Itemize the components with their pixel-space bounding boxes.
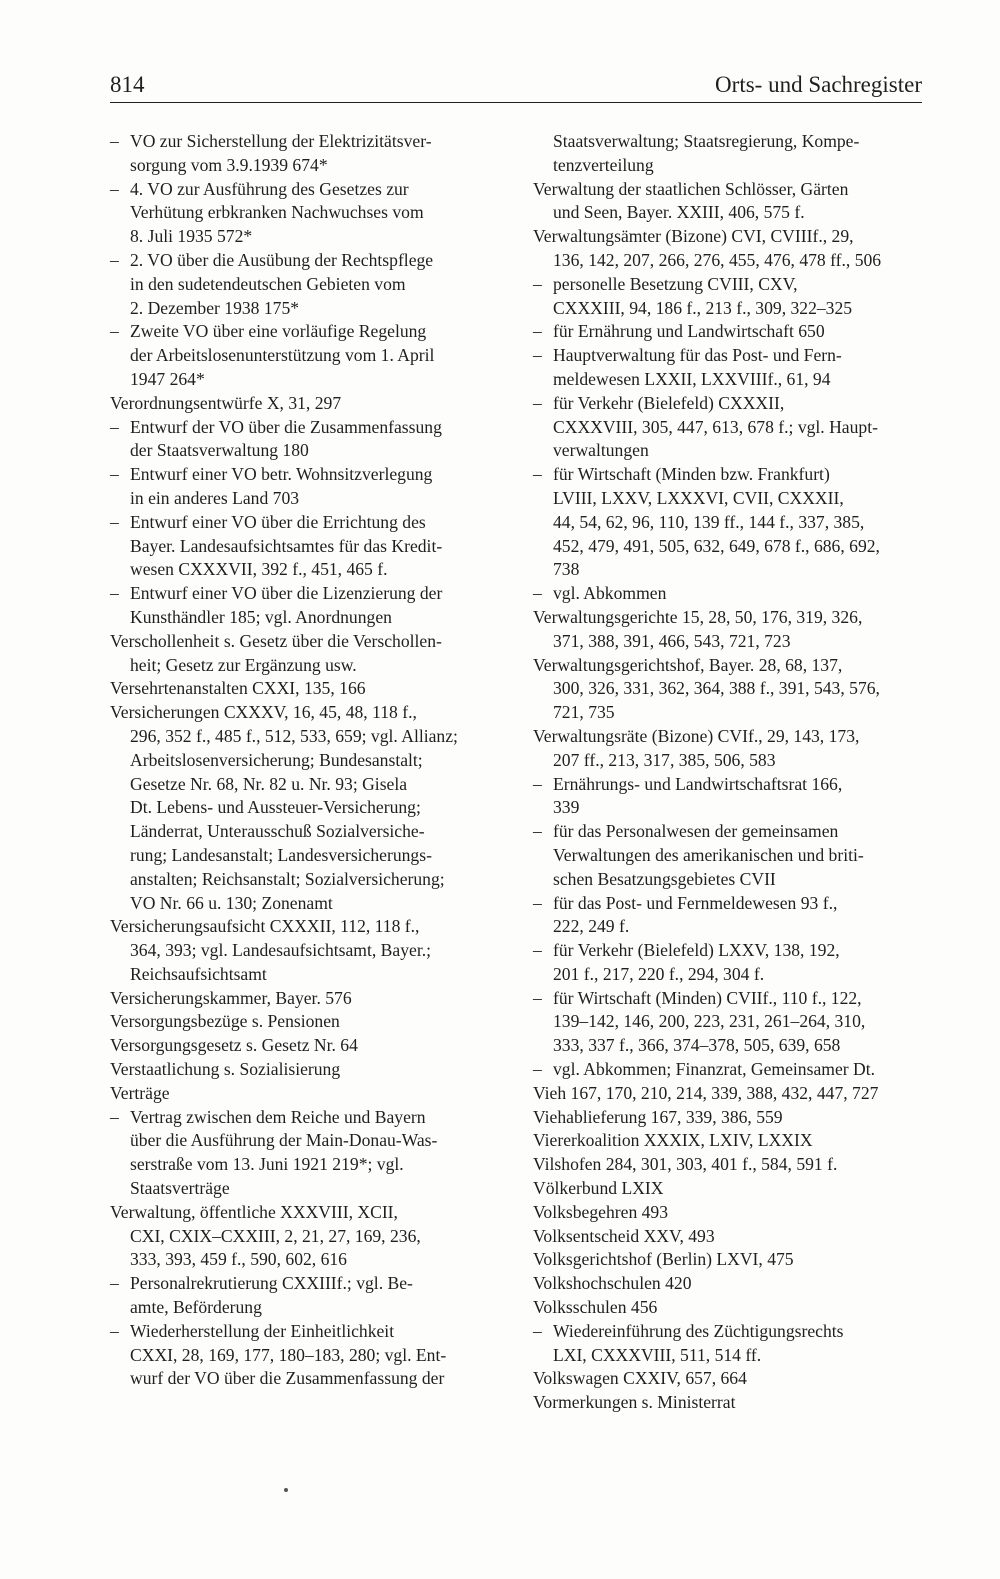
index-entry: Volksentscheid XXV, 493 bbox=[533, 1225, 715, 1246]
index-subentry bbox=[110, 463, 494, 511]
subentry-text: Hauptverwaltung für das Post- und Fern- meldewesen LXXII, LXXVIIIf., 61, 94 bbox=[553, 345, 842, 389]
subentry-text: für Wirtschaft (Minden) CVIIf., 110 f., 122, 139–142, 146, 200, 223, 231, 261–264, 310, 333, 337 f., 366, 374–378, 505, 639, 658 bbox=[553, 987, 866, 1056]
subentry-text: Entwurf einer VO betr. Wohnsitzverlegung in ein anderes Land 703 bbox=[130, 464, 433, 508]
subentry-text: Vertrag zwischen dem Reiche und Bayern über die Ausführung der Main-Donau-Was- serstraße vom 13. Juni 1921 219*; vgl. Staatsverträge bbox=[130, 1106, 438, 1199]
subentry-dash: – bbox=[533, 464, 542, 485]
index-entry: Viehablieferung 167, 339, 386, 559 bbox=[533, 1106, 783, 1127]
index-subentry bbox=[533, 1058, 925, 1082]
subentry-text: Entwurf einer VO über die Errichtung des Bayer. Landesaufsichtsamtes für das Kredit- wesen CXXXVII, 392 f., 451, 465 f. bbox=[130, 511, 443, 580]
index-entry: Versicherungskammer, Bayer. 576 bbox=[110, 987, 352, 1008]
index-subentry bbox=[533, 582, 925, 606]
index-subentry bbox=[110, 1320, 494, 1391]
index-subentry bbox=[533, 773, 925, 821]
index-entry: Verschollenheit s. Gesetz über die Verschollen- heit; Gesetz zur Ergänzung usw. bbox=[110, 630, 442, 675]
running-title: Orts- und Sachregister bbox=[715, 72, 922, 97]
subentry-text: 4. VO zur Ausführung des Gesetzes zur Verhütung erbkranken Nachwuchses vom 8. Juli 1935 572* bbox=[130, 178, 424, 247]
subentry-text: 2. VO über die Ausübung der Rechtspflege in den sudetendeutschen Gebieten vom 2. Dezember 1938 175* bbox=[130, 249, 434, 318]
subentry-dash: – bbox=[110, 1320, 119, 1341]
subentry-dash: – bbox=[533, 1059, 542, 1080]
subentry-text: für das Post- und Fernmeldewesen 93 f., 222, 249 f. bbox=[553, 892, 838, 937]
index-subentry bbox=[110, 1272, 494, 1320]
index-entry: Vilshofen 284, 301, 303, 401 f., 584, 591 f. bbox=[533, 1154, 838, 1175]
index-entry: Verordnungsentwürfe X, 31, 297 bbox=[110, 392, 342, 413]
subentry-text: für Verkehr (Bielefeld) CXXXII, CXXXVIII, 305, 447, 613, 678 f.; vgl. Haupt- verwaltungen bbox=[553, 392, 878, 461]
subentry-dash: – bbox=[110, 511, 119, 532]
index-entry: Vormerkungen s. Ministerrat bbox=[533, 1392, 736, 1413]
subentry-dash: – bbox=[533, 773, 542, 794]
subentry-text: für Wirtschaft (Minden bzw. Frankfurt) LVIII, LXXV, LXXXVI, CVII, CXXXII, 44, 54, 62, 96, 110, 139 ff., 144 f., 337, 385, 452, 479, 491, 505, 632, 649, 678 f., 686, 692, 738 bbox=[553, 464, 880, 580]
index-entry: Versicherungsaufsicht CXXXII, 112, 118 f., 364, 393; vgl. Landesaufsichtsamt, Bayer.; Reichsaufsichtsamt bbox=[110, 916, 431, 984]
page-header bbox=[110, 68, 922, 103]
subentry-dash: – bbox=[110, 321, 119, 342]
index-subentry bbox=[533, 273, 925, 321]
subentry-dash: – bbox=[533, 345, 542, 366]
subentry-dash: – bbox=[110, 178, 119, 199]
index-subentry bbox=[533, 892, 925, 940]
print-speck bbox=[284, 1488, 288, 1492]
subentry-dash: – bbox=[533, 892, 542, 913]
index-entry: Verträge bbox=[110, 1082, 170, 1103]
index-entry: Verwaltung, öffentliche XXXVIII, XCII, CXI, CXIX–CXXIII, 2, 21, 27, 169, 236, 333, 393, 459 f., 590, 602, 616 bbox=[110, 1201, 421, 1270]
index-subentry bbox=[110, 582, 494, 630]
index-subentry bbox=[533, 1320, 925, 1368]
index-subentry bbox=[533, 463, 925, 582]
index-entry: Verwaltungsämter (Bizone) CVI, CVIIIf., 29, 136, 142, 207, 266, 276, 455, 476, 478 ff., 506 bbox=[533, 226, 882, 270]
index-entry: Volkshochschulen 420 bbox=[533, 1273, 692, 1294]
subentry-text: Wiederherstellung der Einheitlichkeit CXXI, 28, 169, 177, 180–183, 280; vgl. Ent- wurf der VO über die Zusammenfassung der bbox=[130, 1320, 447, 1389]
index-entry-continuation: Staatsverwaltung; Staatsregierung, Kompe- tenzverteilung bbox=[553, 131, 860, 175]
index-subentry bbox=[533, 987, 925, 1058]
subentry-dash: – bbox=[110, 131, 119, 151]
subentry-dash: – bbox=[110, 583, 119, 604]
index-entry: Versorgungsgesetz s. Gesetz Nr. 64 bbox=[110, 1035, 358, 1056]
index-entry: Versicherungen CXXXV, 16, 45, 48, 118 f., 296, 352 f., 485 f., 512, 533, 659; vgl. Allianz; Arbeitslosenversicherung; Bundesanstalt; Gesetze Nr. 68, Nr. 82 u. Nr. 93; Gisela Dt. Lebens- und Aussteuer-Versicherung; Länderrat, Unterausschuß Sozialversiche- rung; Landesanstalt; Landesversicherungs- anstalten; Reichsanstalt; Sozialversicherung; VO Nr. 66 u. 130; Zonenamt bbox=[110, 702, 458, 913]
subentry-text: personelle Besetzung CVIII, CXV, CXXXIII, 94, 186 f., 213 f., 309, 322–325 bbox=[553, 273, 853, 318]
subentry-dash: – bbox=[533, 987, 542, 1008]
subentry-dash: – bbox=[110, 249, 119, 270]
index-entry: Versorgungsbezüge s. Pensionen bbox=[110, 1011, 340, 1032]
subentry-text: vgl. Abkommen bbox=[553, 583, 667, 604]
index-subentry bbox=[533, 820, 925, 891]
subentry-dash: – bbox=[533, 940, 542, 961]
index-subentry bbox=[533, 392, 925, 463]
index-entry: Vieh 167, 170, 210, 214, 339, 388, 432, 447, 727 bbox=[533, 1082, 879, 1103]
index-subentry bbox=[110, 1106, 494, 1201]
subentry-text: Personalrekrutierung CXXIIIf.; vgl. Be- amte, Beförderung bbox=[130, 1273, 413, 1318]
index-column-right bbox=[533, 130, 925, 1415]
subentry-dash: – bbox=[533, 583, 542, 604]
subentry-text: für Verkehr (Bielefeld) LXXV, 138, 192, 201 f., 217, 220 f., 294, 304 f. bbox=[553, 940, 840, 984]
subentry-text: Entwurf der VO über die Zusammenfassung der Staatsverwaltung 180 bbox=[130, 416, 442, 461]
index-entry: Verstaatlichung s. Sozialisierung bbox=[110, 1059, 341, 1080]
index-subentry bbox=[110, 511, 494, 582]
subentry-text: VO zur Sicherstellung der Elektrizitätsver- sorgung vom 3.9.1939 674* bbox=[130, 131, 432, 175]
index-entry: Verwaltungsgerichtshof, Bayer. 28, 68, 137, 300, 326, 331, 362, 364, 388 f., 391, 543, 576, 721, 735 bbox=[533, 654, 880, 723]
subentry-dash: – bbox=[533, 392, 542, 413]
index-entry: Volkswagen CXXIV, 657, 664 bbox=[533, 1368, 747, 1389]
index-subentry bbox=[110, 178, 494, 249]
subentry-dash: – bbox=[533, 321, 542, 342]
subentry-dash: – bbox=[110, 416, 119, 437]
index-subentry bbox=[533, 939, 925, 987]
index-subentry bbox=[533, 344, 925, 392]
subentry-text: Entwurf einer VO über die Lizenzierung der Kunsthändler 185; vgl. Anordnungen bbox=[130, 583, 443, 627]
subentry-text: für das Personalwesen der gemeinsamen Verwaltungen des amerikanischen und briti- schen Besatzungsgebietes CVII bbox=[553, 821, 864, 889]
subentry-text: Wiedereinführung des Züchtigungsrechts LXI, CXXXVIII, 511, 514 ff. bbox=[553, 1320, 844, 1365]
subentry-dash: – bbox=[110, 464, 119, 485]
index-subentry bbox=[110, 130, 494, 178]
subentry-text: Ernährungs- und Landwirtschaftsrat 166, 339 bbox=[553, 773, 843, 818]
subentry-dash: – bbox=[533, 1320, 542, 1341]
index-subentry bbox=[533, 320, 925, 344]
subentry-text: vgl. Abkommen; Finanzrat, Gemeinsamer Dt. bbox=[553, 1059, 875, 1080]
subentry-dash: – bbox=[533, 821, 542, 842]
page-number: 814 bbox=[110, 72, 145, 97]
index-subentry bbox=[110, 320, 494, 391]
index-column-left bbox=[110, 130, 494, 1391]
subentry-text: für Ernährung und Landwirtschaft 650 bbox=[553, 321, 825, 342]
index-subentry bbox=[110, 416, 494, 464]
index-subentry bbox=[110, 249, 494, 320]
index-entry: Volksschulen 456 bbox=[533, 1297, 658, 1318]
index-entry: Verwaltungsgerichte 15, 28, 50, 176, 319, 326, 371, 388, 391, 466, 543, 721, 723 bbox=[533, 606, 863, 651]
subentry-dash: – bbox=[110, 1273, 119, 1294]
index-entry: Verwaltungsräte (Bizone) CVIf., 29, 143, 173, 207 ff., 213, 317, 385, 506, 583 bbox=[533, 725, 860, 770]
subentry-text: Zweite VO über eine vorläufige Regelung der Arbeitslosenunterstützung vom 1. April 1947 264* bbox=[130, 321, 435, 389]
subentry-dash: – bbox=[110, 1106, 119, 1127]
index-entry: Versehrtenanstalten CXXI, 135, 166 bbox=[110, 678, 366, 699]
index-entry: Verwaltung der staatlichen Schlösser, Gärten und Seen, Bayer. XXIII, 406, 575 f. bbox=[533, 178, 849, 223]
index-entry: Völkerbund LXIX bbox=[533, 1178, 664, 1199]
index-entry: Viererkoalition XXXIX, LXIV, LXXIX bbox=[533, 1130, 813, 1151]
subentry-dash: – bbox=[533, 273, 542, 294]
index-entry: Volksgerichtshof (Berlin) LXVI, 475 bbox=[533, 1249, 794, 1270]
index-entry: Volksbegehren 493 bbox=[533, 1201, 669, 1222]
